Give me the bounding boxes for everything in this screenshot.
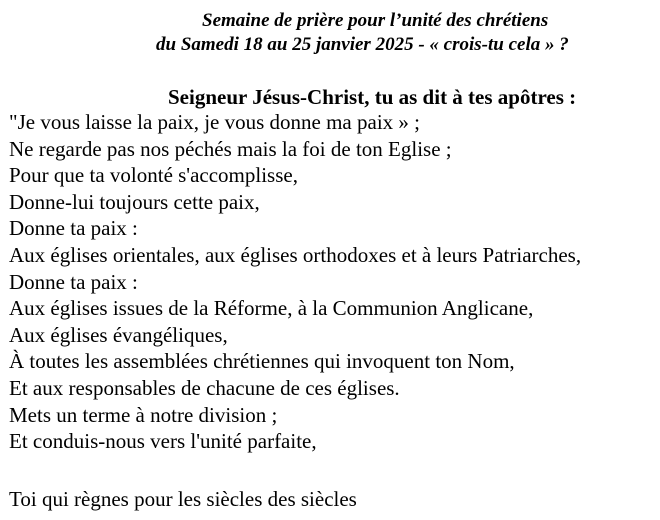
- prayer-line: Donne ta paix :: [9, 269, 138, 294]
- prayer-heading: Seigneur Jésus-Christ, tu as dit à tes apôtres :: [168, 85, 577, 109]
- prayer-line: "Je vous laisse la paix, je vous donne ma paix » ;: [9, 110, 420, 134]
- prayer-line: Pour que ta volonté s'accomplisse,: [9, 163, 298, 188]
- prayer-line: Donne ta paix :: [9, 216, 138, 241]
- header-week-of-prayer: Semaine de prière pour l’unité des chrétiens: [202, 10, 549, 31]
- prayer-text: [9, 109, 581, 455]
- closing-line: Toi qui règnes pour les siècles des siècles: [9, 487, 357, 511]
- prayer-line: Ne regarde pas nos péchés mais la foi de ton Eglise ;: [9, 136, 452, 161]
- prayer-line: Et aux responsables de chacune de ces églises.: [9, 375, 400, 400]
- prayer-line: Donne-lui toujours cette paix,: [9, 189, 260, 214]
- prayer-line: Mets un terme à notre division ;: [9, 402, 278, 427]
- header-dates-theme: du Samedi 18 au 25 janvier 2025 - « crois-tu cela » ?: [156, 34, 569, 55]
- prayer-line: Aux églises évangéliques,: [9, 322, 228, 347]
- prayer-line: Aux églises orientales, aux églises orthodoxes et à leurs Patriarches,: [9, 242, 582, 267]
- prayer-line: Aux églises issues de la Réforme, à la Communion Anglicane,: [9, 296, 534, 321]
- prayer-line: Et conduis-nous vers l'unité parfaite,: [9, 429, 317, 454]
- prayer-line: À toutes les assemblées chrétiennes qui invoquent ton Nom,: [9, 349, 515, 374]
